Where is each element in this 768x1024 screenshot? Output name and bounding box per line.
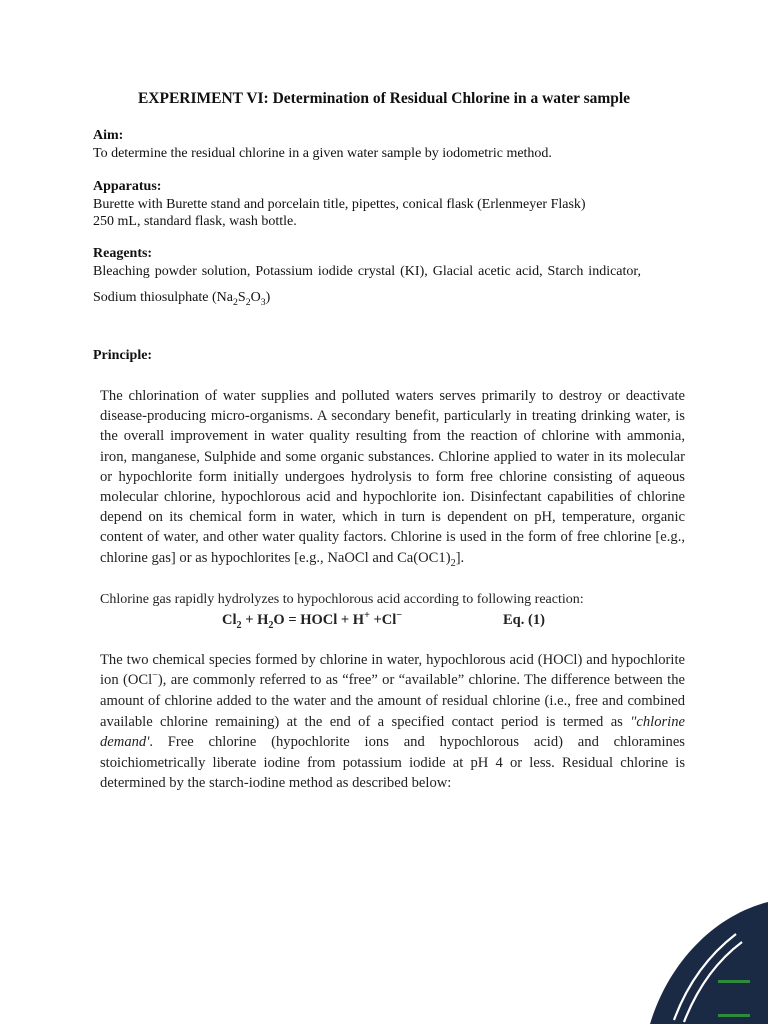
chlorine-hydrolysis-equation: $Cl_2 + H_2O$ = HOCl + H+ +Cl− (222, 610, 403, 631)
aim-text: To determine the residual chlorine in a given water sample by iodometric method. (93, 146, 552, 161)
equation-label: Eq. (1) (503, 611, 545, 628)
experiment-title: EXPERIMENT VI: Determination of Residual Chlorine in a water sample (137, 90, 631, 107)
chlorine-demand-term: "chlorine demand' (100, 713, 685, 751)
reagents-list: Bleaching powder solution, Potassium iodide crystal (KI), Glacial acetic acid, Starch indicator, Sodium thiosulphate ( (93, 264, 641, 305)
principle-paragraph-2: The two chemical species formed by chlorine in water, hypochlorous acid (HOCl) and hypochlorite ion (OCl−), are commonly referred to as “free” or “available” chlorine. The difference between the amount of chlorine added to the water and the amount of residual chlorine (i.e., free and combined available chlorine remaining) at the end of a specified contact period is termed as "chlorine demand'. Free chlorine (hypochlorite ions and hypochlorous acid) and chloramines stoichiometrically liberate iodine from potassium iodide at pH 4 or less. Residual chlorine is determined by the starch-iodine method as described below: (100, 651, 685, 792)
apparatus-heading: Apparatus: (93, 179, 162, 194)
apparatus-line-1: Burette with Burette stand and porcelain title, pipettes, conical flask (Erlenmeyer Flask) (93, 197, 586, 212)
aim-heading: Aim: (93, 128, 124, 143)
apparatus-line-2: 250 mL, standard flask, wash bottle. (93, 214, 297, 229)
principle-body (100, 386, 685, 794)
principle-paragraph-1: The chlorination of water supplies and polluted waters serves primarily to destroy or deactivate disease-producing micro-organisms. A secondary benefit, particularly in treating drinking water, is the overall improvement in water quality resulting from the reaction of chlorine with ammonia, iron, manganese, Sulphide and some organic substances. Chlorine applied to water in its molecular or hypochlorite form initially undergoes hydrolysis to form free chlorine consisting of aqueous molecular chlorine, hypochlorous acid and hypochlorite ion. Disinfectant capabilities of chlorine depend on its chemical form in water, which in turn is dependent on pH, temperature, organic content of water, and other water quality factors. Chlorine is used in the form of free chlorine [e.g., chlorine gas] or as hypochlorites [e.g., NaOCl and $Ca(OC1)_2$]. (100, 388, 685, 569)
reagents-text: Bleaching powder solution, Potassium iodide crystal (KI), Glacial acetic acid, Starch indicator, Sodium thiosulphate $(Na_2S_2O_3)$ (93, 264, 641, 308)
reagents-heading: Reagents: (93, 246, 153, 261)
equation-row (100, 610, 685, 630)
principle-heading: Principle: (93, 348, 153, 363)
page-number: 20 (718, 983, 731, 998)
equation-intro: Chlorine gas rapidly hydrolyzes to hypochlorous acid according to following reaction: (100, 591, 584, 607)
apparatus-text (93, 196, 693, 230)
sodium-thiosulphate-formula: $Na_2S_2O_3$ (216, 290, 266, 308)
corner-decoration (638, 894, 768, 1024)
